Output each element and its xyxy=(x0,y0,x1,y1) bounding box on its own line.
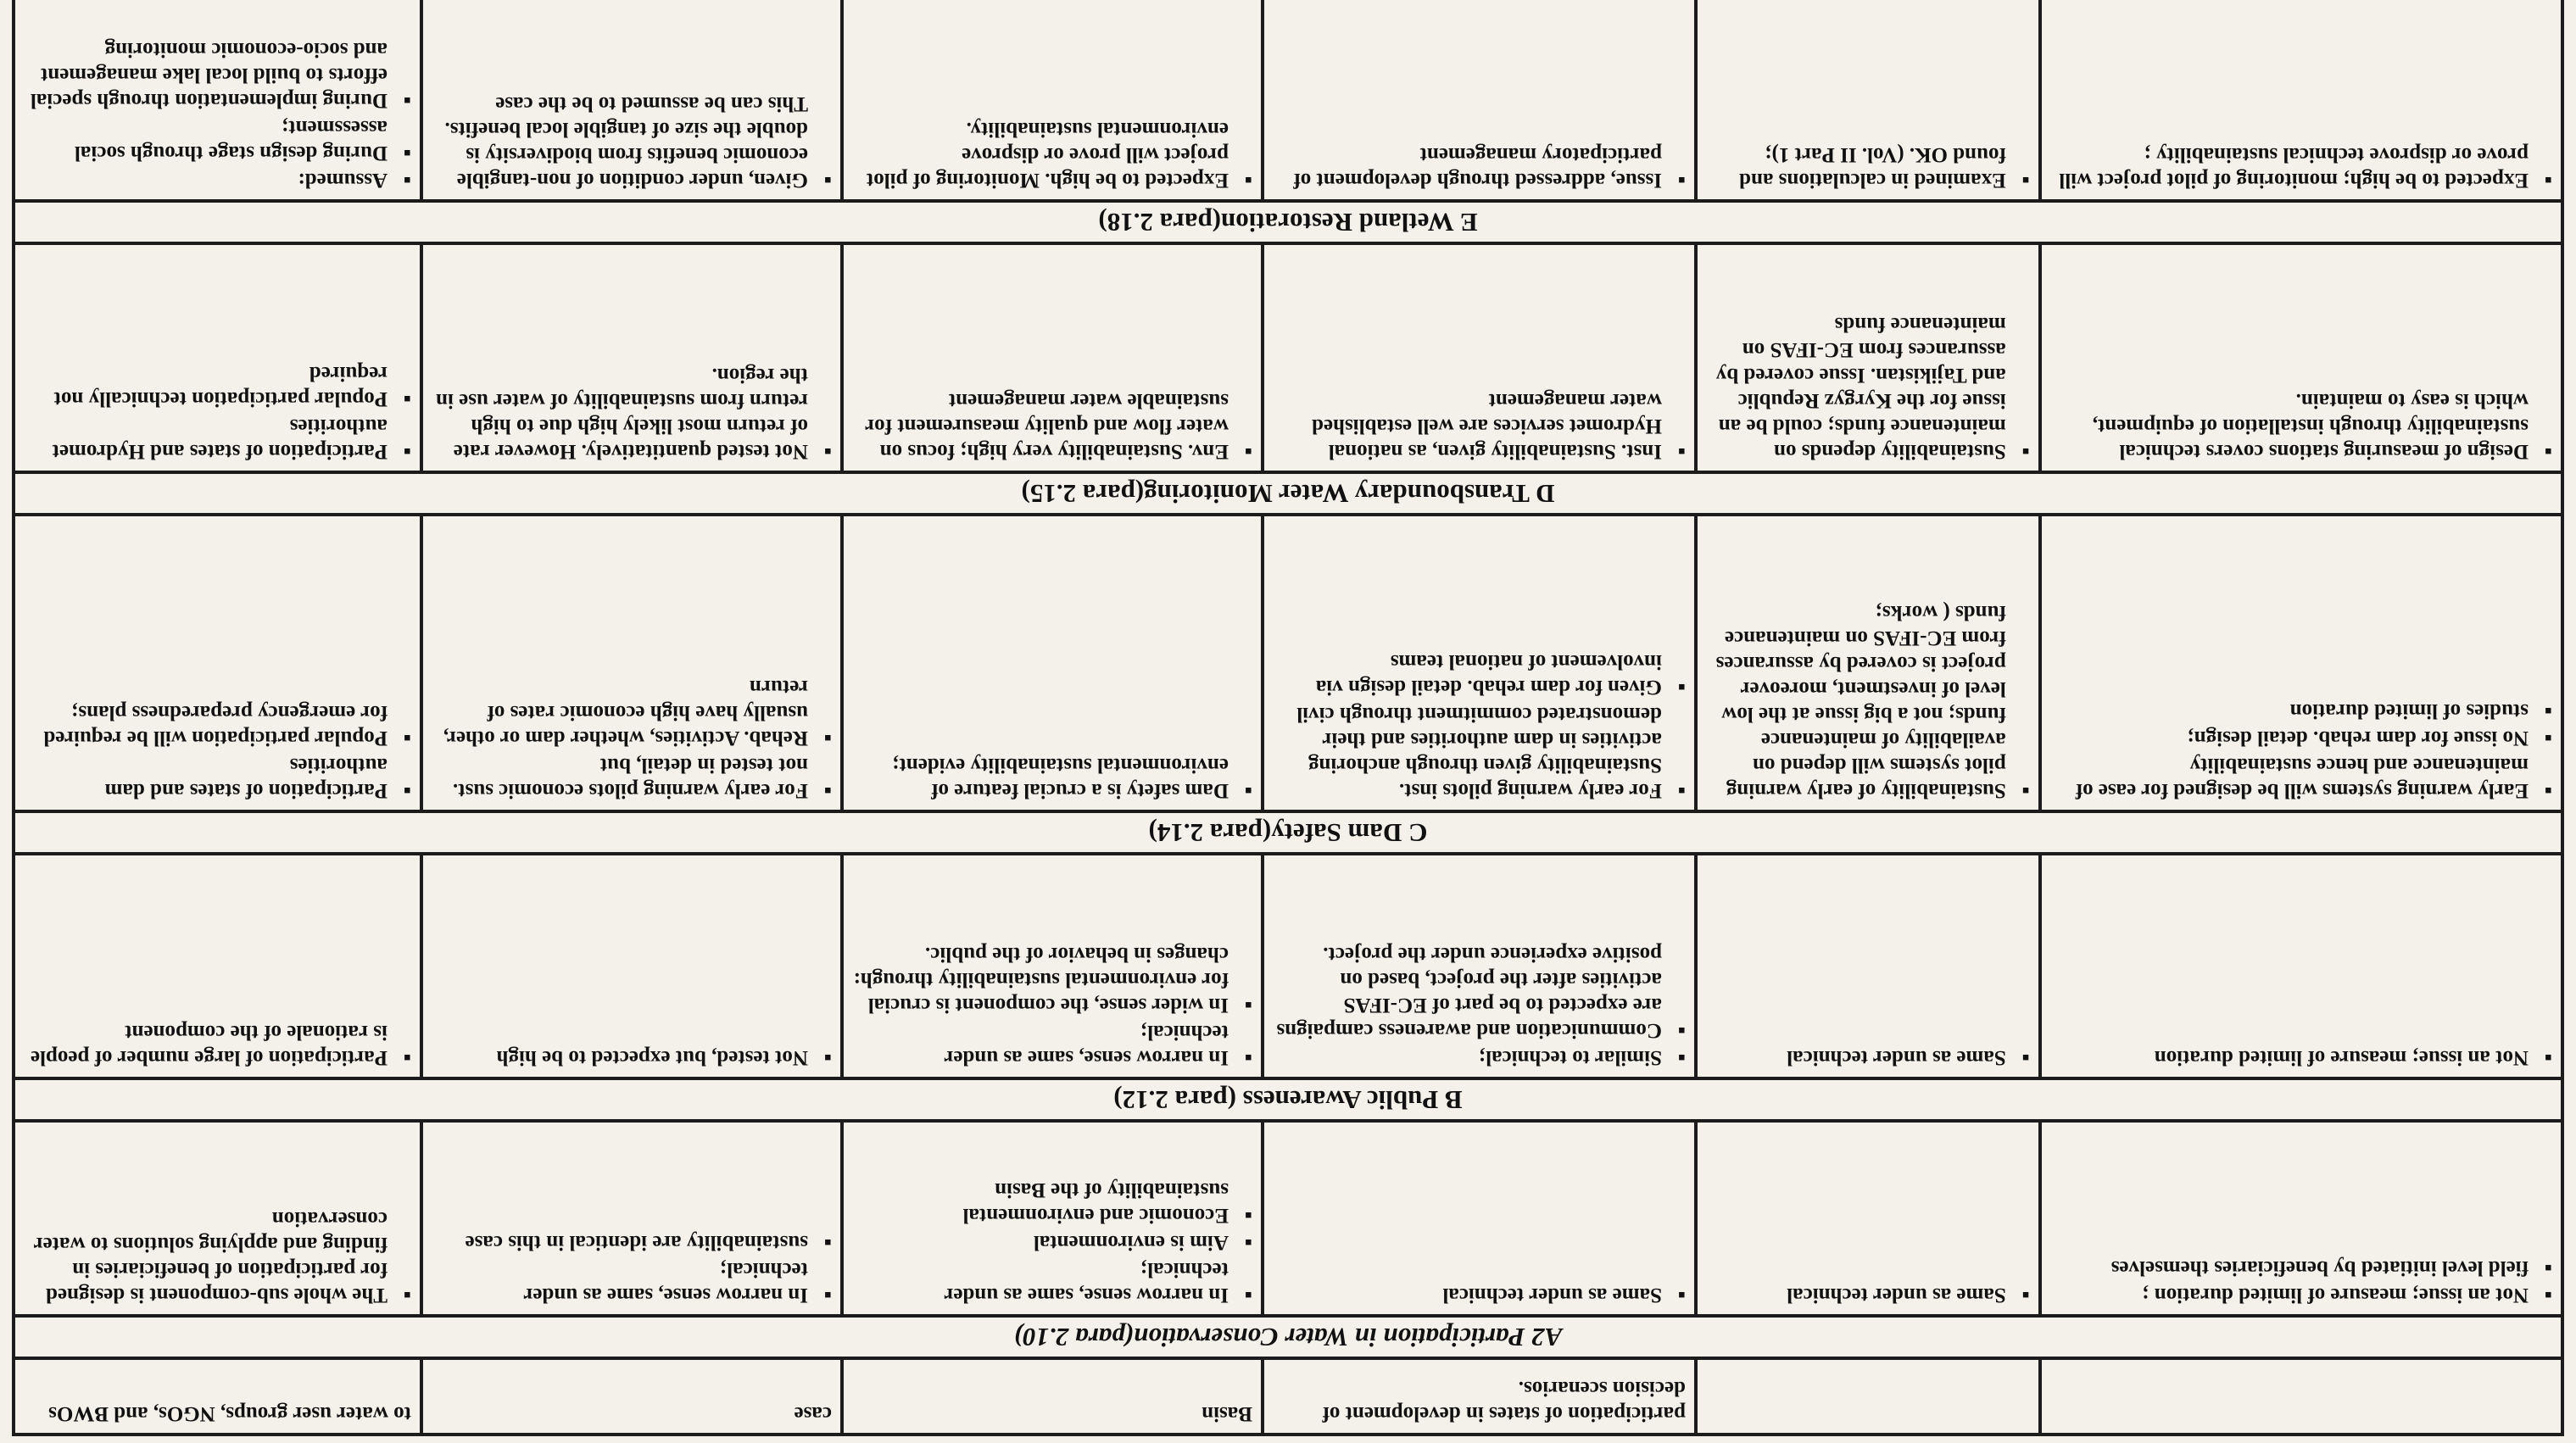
bullet-item: ▪ Not tested quantitatively. However rate of return most likely high due to high return from sustainability of water use in the region. xyxy=(432,362,832,464)
bullet-item: ▪ Popular participation will be required for emergency preparedness plans; xyxy=(24,699,411,750)
bullet-item: ▪ Sustainability depends on maintenance funds; could be an issue for the Kyrgyz Republic and Tajikistan. Issue covered by assurances from EC-IFAS on maintenance funds xyxy=(1706,311,2030,464)
bullet-list xyxy=(2050,1255,2552,1307)
table-cell xyxy=(421,1358,842,1435)
table-cell xyxy=(1263,243,1696,472)
bullet-item: ▪ Aim is environmental xyxy=(852,1229,1252,1255)
table-cell xyxy=(842,243,1263,472)
bullet-item: ▪ For early warning pilots economic sust. not tested in detail, but xyxy=(432,752,832,803)
bullet-item: ▪ Economic and environmental sustainability of the Basin xyxy=(852,1177,1252,1228)
table-cell xyxy=(2040,515,2562,811)
bullet-list xyxy=(852,941,1252,1070)
bullet-list xyxy=(1706,1045,2030,1070)
section-heading: D Transboundary Water Monitoring(para 2.15) xyxy=(14,472,2562,515)
table-cell xyxy=(421,1121,842,1316)
table-cell xyxy=(842,0,1263,201)
bullet-item: ▪ Sustainability of early warning pilot systems will depend on availability of maintenance funds; not a big issue at the low level of investment, moreover project is covered by assurances from EC-IFAS on maintenance funds ( works; xyxy=(1706,599,2030,803)
bullet-item: ▪ Same as under technical xyxy=(1273,1282,1686,1307)
section-heading: B Public Awareness (para 2.12) xyxy=(14,1078,2562,1121)
bullet-list xyxy=(24,1019,411,1070)
sustainability-table xyxy=(12,0,2564,1436)
table-row xyxy=(14,515,2562,811)
bullet-item: ▪ Not tested, but expected to be high xyxy=(432,1045,832,1070)
bullet-list xyxy=(852,387,1252,464)
table-row xyxy=(14,1358,2562,1435)
section-header-row xyxy=(14,1078,2562,1121)
bullet-list xyxy=(1706,142,2030,192)
bullet-item: ▪ In wider sense, the component is crucial for environmental sustainability through: changes in behavior of the public. xyxy=(852,941,1252,1017)
table-cell xyxy=(842,1358,1263,1435)
bullet-list xyxy=(1273,142,1686,192)
table-cell xyxy=(842,515,1263,811)
bullet-list xyxy=(432,362,832,464)
bullet-list xyxy=(432,674,832,803)
table-cell xyxy=(421,515,842,811)
section-header-row xyxy=(14,1316,2562,1358)
bullet-list xyxy=(1706,311,2030,464)
section-heading: E Wetland Restoration(para 2.18) xyxy=(14,201,2562,243)
bullet-item: ▪ Communication and awareness campaigns are expected to be part of EC-IFAS activities after the project, based on positive experience under the project. xyxy=(1273,941,1686,1043)
bullet-list xyxy=(1706,1282,2030,1307)
bullet-item: ▪ Same as under technical xyxy=(1706,1282,2030,1307)
table-cell xyxy=(421,243,842,472)
bullet-item: ▪ Assumed: xyxy=(24,167,411,192)
bullet-item: ▪ Participation of large number of people is rationale of the component xyxy=(24,1019,411,1070)
table-cell xyxy=(1696,243,2040,472)
bullet-list xyxy=(1273,1282,1686,1307)
section-heading: A2 Participation in Water Conservation(para 2.10) xyxy=(14,1316,2562,1358)
bullet-item: ▪ sustainability are identical in this case xyxy=(432,1229,832,1255)
table-cell xyxy=(842,1121,1263,1316)
bullet-item: ▪ Inst. Sustainability given, as national Hydromet services are well established water management xyxy=(1273,387,1686,464)
bullet-item: ▪ Given, under condition of non-tangible economic benefits from biodiversity is double the size of tangible local benefits. This can be assumed to be the case xyxy=(432,91,832,192)
bullet-item: ▪ In narrow sense, same as under technical; xyxy=(852,1256,1252,1307)
bullet-item: ▪ Popular participation technically not required xyxy=(24,360,411,411)
table-row xyxy=(14,243,2562,472)
table-cell xyxy=(14,515,421,811)
cell-text: to water user groups, NGOs, and BWOs xyxy=(48,1402,411,1425)
table-cell xyxy=(421,854,842,1078)
table-cell xyxy=(1263,854,1696,1078)
table-cell xyxy=(1263,0,1696,201)
table-cell xyxy=(2040,1121,2562,1316)
section-header-row xyxy=(14,472,2562,515)
bullet-list xyxy=(1273,649,1686,803)
bullet-item: ▪ During design stage through social assessment; xyxy=(24,114,411,165)
bullet-item: ▪ Env. Sustainability very high; focus on water flow and quality measurement for sustainable water management xyxy=(852,387,1252,464)
cell-text: participation of states in development of decision scenarios. xyxy=(1322,1377,1686,1425)
section-heading: C Dam Safety(para 2.14) xyxy=(14,811,2562,854)
bullet-list xyxy=(852,752,1252,803)
bullet-list xyxy=(1273,387,1686,464)
table-cell xyxy=(842,854,1263,1078)
bullet-item: ▪ Expected to be high; monitoring of pilot project will prove or disprove technical sustainability ; xyxy=(2050,142,2552,192)
table-cell xyxy=(2040,243,2562,472)
bullet-item: ▪ Participation of states and Hydromet authorities xyxy=(24,413,411,464)
table-cell xyxy=(2040,0,2562,201)
bullet-list xyxy=(432,1229,832,1307)
cell-text: case xyxy=(794,1402,832,1425)
bullet-item: ▪ Given for dam rehab. detail design via involvement of national teams xyxy=(1273,649,1686,699)
bullet-item: ▪ Early warning systems will be designed for ease of maintenance and hence sustainability xyxy=(2050,752,2552,803)
bullet-list xyxy=(432,91,832,192)
table-cell xyxy=(14,0,421,201)
bullet-item: ▪ Similar to technical; xyxy=(1273,1045,1686,1070)
bullet-item: ▪ In narrow sense, same as under technical; xyxy=(432,1256,832,1307)
bullet-list xyxy=(24,1206,411,1307)
bullet-list xyxy=(2050,387,2552,464)
bullet-item: ▪ field level initiated by beneficiaries themselves xyxy=(2050,1255,2552,1280)
table-cell xyxy=(2040,1358,2562,1435)
table-cell xyxy=(1696,515,2040,811)
section-header-row xyxy=(14,811,2562,854)
table-cell xyxy=(14,1121,421,1316)
bullet-item: ▪ Dam safety is a crucial feature of environmental sustainability evident; xyxy=(852,752,1252,803)
bullet-item: ▪ No issue for dam rehab. detail design; xyxy=(2050,725,2552,750)
bullet-list xyxy=(432,1045,832,1070)
table-cell xyxy=(1696,1121,2040,1316)
bullet-item: ▪ In narrow sense, same as under technical; xyxy=(852,1019,1252,1070)
bullet-item: ▪ Participation of states and dam authorities xyxy=(24,752,411,803)
bullet-list xyxy=(2050,142,2552,192)
bullet-list xyxy=(2050,1045,2552,1070)
bullet-item: ▪ The whole sub-component is designed for participation of beneficiaries in finding and applying solutions to water conservation xyxy=(24,1206,411,1307)
table-cell xyxy=(14,243,421,472)
bullet-list xyxy=(852,116,1252,192)
bullet-list xyxy=(1273,941,1686,1070)
section-header-row xyxy=(14,201,2562,243)
bullet-item: ▪ Not an issue; measure of limited duration ; xyxy=(2050,1282,2552,1307)
bullet-list xyxy=(24,699,411,803)
bullet-list xyxy=(2050,698,2552,803)
table-cell xyxy=(1263,1121,1696,1316)
bullet-item: ▪ During implementation through special efforts to build local lake management and socio-economic monitoring xyxy=(24,36,411,113)
bullet-list xyxy=(24,360,411,464)
bullet-item: ▪ Issue, addressed through development of participatory management xyxy=(1273,142,1686,192)
table-cell xyxy=(421,0,842,201)
table-cell xyxy=(1696,854,2040,1078)
table-cell xyxy=(2040,854,2562,1078)
bullet-item: ▪ Not an issue; measure of limited duration xyxy=(2050,1045,2552,1070)
bullet-item: ▪ For early warning pilots inst. Sustainability given through anchoring activities in dam authorities and their demonstrated commitment through civil xyxy=(1273,701,1686,803)
cell-text: Basin xyxy=(1202,1402,1252,1425)
bullet-list xyxy=(852,1177,1252,1307)
table-cell xyxy=(1696,0,2040,201)
bullet-item: ▪ Examined in calculations and found OK. (Vol. II Part 1); xyxy=(1706,142,2030,192)
table-cell xyxy=(1263,1358,1696,1435)
bullet-list xyxy=(1706,599,2030,803)
bullet-item: ▪ Rehab. Activities, whether dam or other, usually have high economic rates of return xyxy=(432,674,832,750)
bullet-item: ▪ Design of measuring stations covers technical sustainability through installation of equipment, which is easy to maintain. xyxy=(2050,387,2552,464)
bullet-item: ▪ Expected to be high. Monitoring of pilot project will prove or disprove environmental sustainability. xyxy=(852,116,1252,192)
table-row xyxy=(14,0,2562,201)
bullet-item: ▪ studies of limited duration xyxy=(2050,698,2552,723)
table-row xyxy=(14,854,2562,1078)
table-cell xyxy=(14,1358,421,1435)
table-cell xyxy=(14,854,421,1078)
bullet-list xyxy=(24,36,411,192)
bullet-item: ▪ Same as under technical xyxy=(1706,1045,2030,1070)
table-row xyxy=(14,1121,2562,1316)
table-cell xyxy=(1263,515,1696,811)
table-cell xyxy=(1696,1358,2040,1435)
